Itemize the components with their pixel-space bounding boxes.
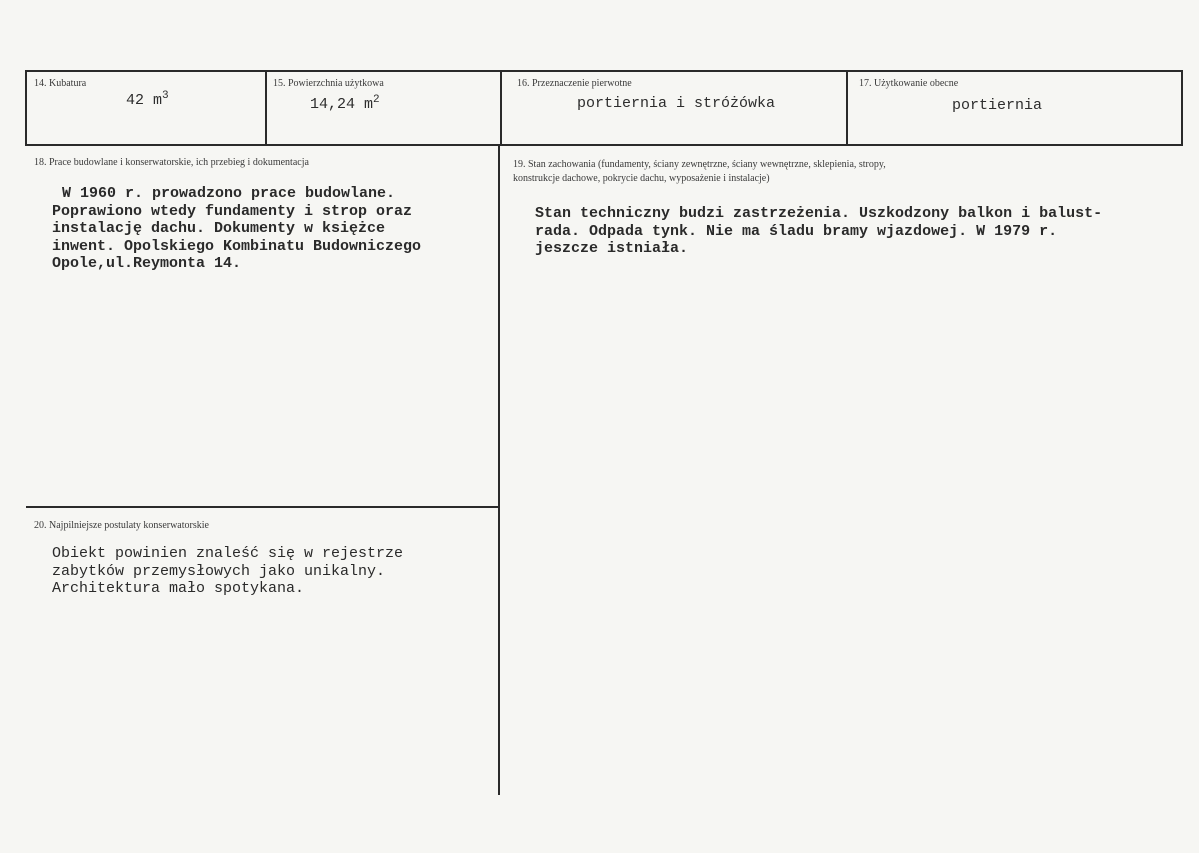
- field-19-line: rada. Odpada tynk. Nie ma śladu bramy wjazdowej. W 1979 r.: [535, 222, 1058, 240]
- field-15-label: 15. Powierzchnia użytkowa: [273, 78, 384, 89]
- field-19-line: jeszcze istniała.: [535, 240, 689, 257]
- field-19-text: [535, 205, 1102, 258]
- top-rule: [26, 70, 1183, 72]
- divider-18-19: [498, 145, 500, 795]
- left-border: [25, 70, 27, 146]
- field-18-line: Poprawiono wtedy fundamenty i strop oraz: [52, 202, 413, 220]
- field-20-label: 20. Najpilniejsze postulaty konserwatorskie: [34, 520, 209, 531]
- field-15-unit-exponent: 2: [373, 94, 380, 106]
- field-19-label-line-2: konstrukcje dachowe, pokrycie dachu, wyposażenie i instalacje): [513, 173, 770, 184]
- field-18-line: inwent. Opolskiego Kombinatu Budowniczego: [52, 237, 422, 255]
- field-15-value: 14,24 $m^2$: [310, 94, 380, 113]
- field-14-label: 14. Kubatura: [34, 78, 87, 89]
- field-16-label: 16. Przeznaczenie pierwotne: [517, 78, 632, 89]
- divider-14-15: [265, 70, 267, 146]
- field-20-line: zabytków przemysłowych jako unikalny.: [52, 562, 386, 580]
- field-16-value: portiernia i stróżówka: [577, 95, 776, 112]
- field-19-label-line-1: 19. Stan zachowania (fundamenty, ściany zewnętrzne, ściany wewnętrzne, sklepienia, stropy,: [513, 159, 886, 170]
- field-18-text: [52, 185, 421, 273]
- field-18-line: Opole,ul.Reymonta 14.: [52, 255, 242, 272]
- field-14-value: 42 $m^3$: [126, 90, 169, 109]
- field-17-label: 17. Użytkowanie obecne: [859, 78, 959, 89]
- divider-15-16: [500, 70, 502, 146]
- field-17-value: portiernia: [952, 97, 1043, 114]
- section18-bottom-rule: [26, 506, 498, 508]
- field-20-text: [52, 545, 403, 598]
- field-20-line: Obiekt powinien znaleść się w rejestrze: [52, 545, 404, 562]
- field-20-line: Architektura mało spotykana.: [52, 580, 305, 597]
- field-14-unit-exponent: 3: [162, 90, 169, 102]
- row1-bottom-rule: [26, 144, 1183, 146]
- divider-16-17: [846, 70, 848, 146]
- field-19-line: Stan techniczny budzi zastrzeżenia. Uszkodzony balkon i balust-: [535, 205, 1103, 222]
- field-18-line: instalację dachu. Dokumenty w księżce: [52, 220, 386, 237]
- field-18-label: 18. Prace budowlane i konserwatorskie, ich przebieg i dokumentacja: [34, 157, 309, 168]
- field-18-line: W 1960 r. prowadzono prace budowlane.: [62, 185, 396, 202]
- right-border: [1181, 70, 1183, 146]
